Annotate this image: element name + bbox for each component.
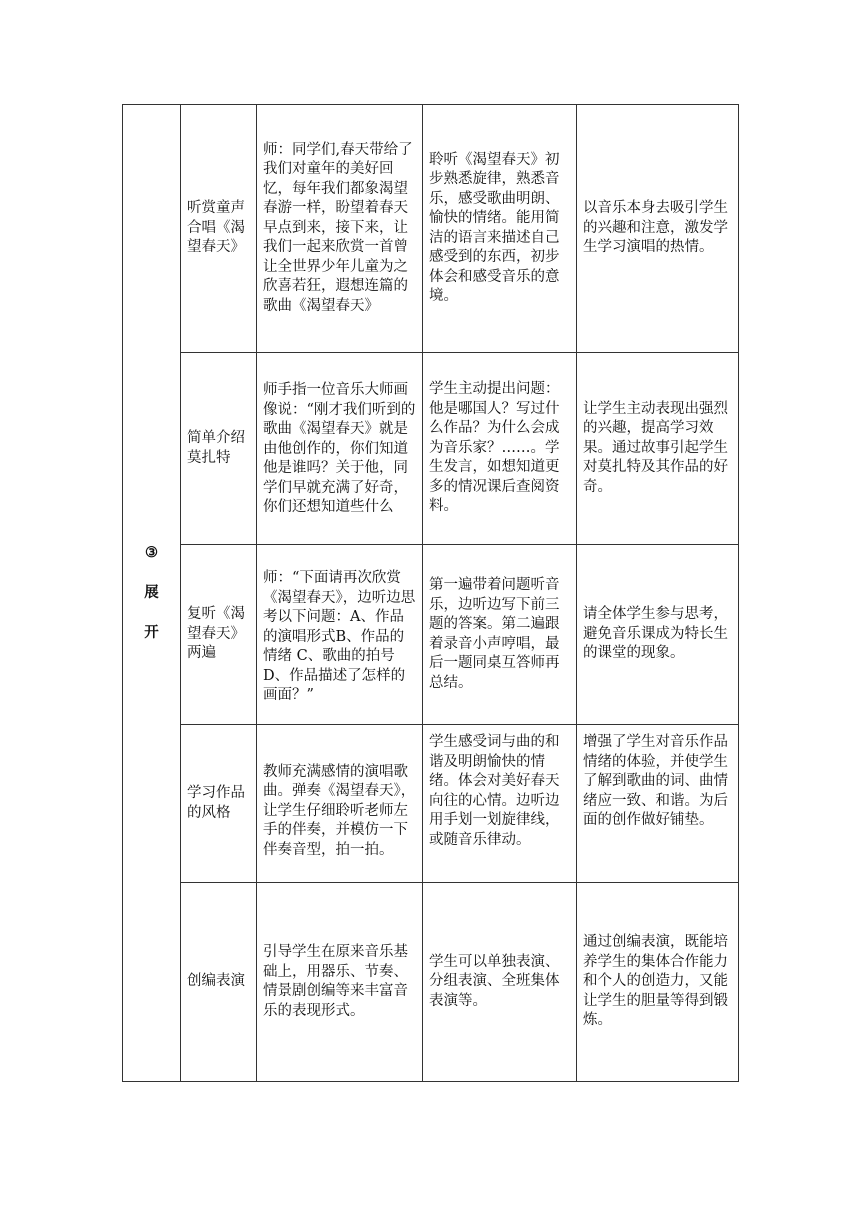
teacher-activity-cell: 引导学生在原来音乐基础上，用器乐、节奏、情景剧创编等来丰富音乐的表现形式。: [257, 883, 423, 1082]
activity-cell: 听赏童声合唱《渴望春天》: [181, 105, 257, 353]
stage-cell: [123, 105, 181, 1082]
design-intent-cell: 通过创编表演，既能培养学生的集体合作能力和个人的创造力，又能让学生的胆量等得到锻炼。: [577, 883, 739, 1082]
stage-char: 开: [144, 624, 159, 641]
table-row: [123, 105, 739, 353]
design-intent-cell: 增强了学生对音乐作品情绪的体验，并使学生了解到歌曲的词、曲情绪应一致、和谐。为后面的创作做好铺垫。: [577, 725, 739, 883]
student-activity-cell: 学生可以单独表演、分组表演、全班集体表演等。: [423, 883, 577, 1082]
student-activity-cell: 聆听《渴望春天》初步熟悉旋律，熟悉音乐，感受歌曲明朗、愉快的情绪。能用简洁的语言来描述自己感受到的东西，初步体会和感受音乐的意境。: [423, 105, 577, 353]
table-row: [123, 725, 739, 883]
design-intent-cell: 请全体学生参与思考，避免音乐课成为特长生的课堂的现象。: [577, 545, 739, 725]
activity-cell: 创编表演: [181, 883, 257, 1082]
student-activity-cell: 第一遍带着问题听音乐，边听边写下前三题的答案。第二遍跟着录音小声哼唱，最后一题同桌互答师再总结。: [423, 545, 577, 725]
design-intent-cell: 让学生主动表现出强烈的兴趣，提高学习效果。通过故事引起学生对莫扎特及其作品的好奇。: [577, 353, 739, 545]
design-intent-cell: 以音乐本身去吸引学生的兴趣和注意，激发学生学习演唱的热情。: [577, 105, 739, 353]
teacher-activity-cell: 师手指一位音乐大师画像说：“刚才我们听到的歌曲《渴望春天》就是由他创作的，你们知道他是谁吗？关于他，同学们早就充满了好奇，你们还想知道些什么: [257, 353, 423, 545]
teacher-activity-cell: 教师充满感情的演唱歌曲。弹奏《渴望春天》，让学生仔细聆听老师左手的伴奏，并模仿一下伴奏音型，拍一拍。: [257, 725, 423, 883]
table-row: [123, 545, 739, 725]
activity-cell: 简单介绍莫扎特: [181, 353, 257, 545]
table-row: [123, 883, 739, 1082]
lesson-plan-table: [122, 104, 739, 1082]
activity-cell: 学习作品的风格: [181, 725, 257, 883]
teacher-activity-cell: 师：同学们,春天带给了我们对童年的美好回忆，每年我们都象渴望春游一样，盼望着春天早点到来，接下来，让我们一起来欣赏一首曾让全世界少年儿童为之欣喜若狂，遐想连篇的歌曲《渴望春天》: [257, 105, 423, 353]
stage-char: 展: [144, 584, 159, 601]
student-activity-cell: 学生感受词与曲的和谐及明朗愉快的情绪。体会对美好春天向往的心情。边听边用手划一划旋律线，或随音乐律动。: [423, 725, 577, 883]
activity-cell: 复听《渴望春天》两遍: [181, 545, 257, 725]
teacher-activity-cell: 师：“下面请再次欣赏《渴望春天》，边听边思考以下问题：A、作品的演唱形式B、作品的情绪 C、歌曲的拍号 D、作品描述了怎样的画面？”: [257, 545, 423, 725]
student-activity-cell: 学生主动提出问题：他是哪国人？写过什么作品？为什么会成为音乐家？……。学生发言，如想知道更多的情况课后查阅资料。: [423, 353, 577, 545]
stage-number: ③: [145, 544, 158, 561]
table-row: [123, 353, 739, 545]
